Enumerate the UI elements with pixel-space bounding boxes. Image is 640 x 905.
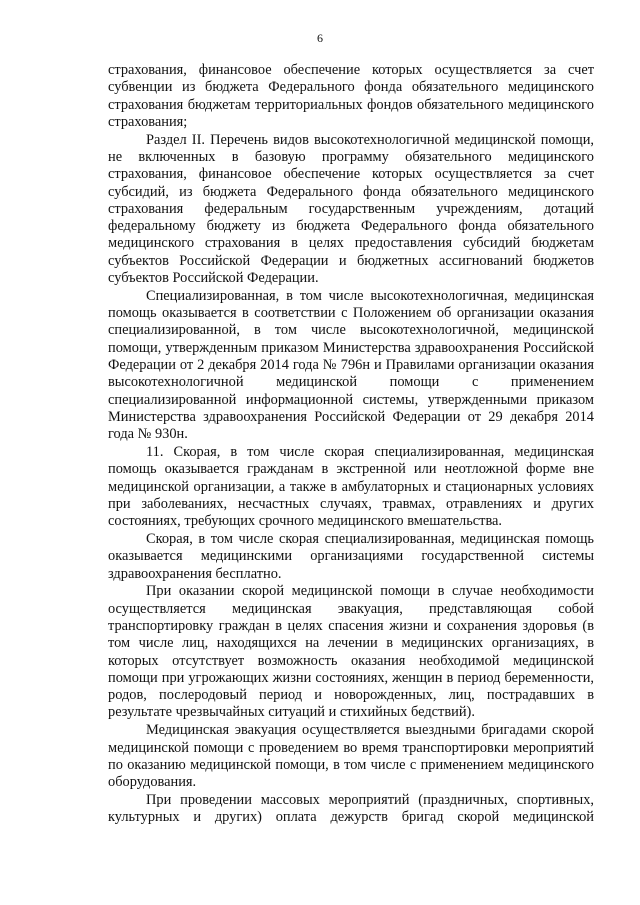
paragraph-evacuation-teams: Медицинская эвакуация осуществляется выездными бригадами скорой медицинской помощи с проведением во время транспортировки мероприятий по оказанию медицинской помощи, в том числе с применением медицинского оборудования. (108, 722, 594, 791)
paragraph-section-two: Раздел II. Перечень видов высокотехнологичной медицинской помощи, не включенных в базовую программу обязательного медицинского страхования, финансовое обеспечение которых осуществляется за счет субсидий, из бюджета Федерального фонда обязательного медицинского страхования федеральным государственным учреждениям, дотаций федеральному бюджету из бюджета Федерального фонда обязательного медицинского страхования в целях предоставления субсидий бюджетам субъектов Российской Федерации и бюджетных ассигнований бюджетов субъектов Российской Федерации. (108, 131, 594, 287)
paragraph-emergency-care: 11. Скорая, в том числе скорая специализированная, медицинская помощь оказывается гражданам в экстренной или неотложной форме вне медицинской организации, а также в амбулаторных и стационарных условиях при заболеваниях, несчастных случаях, травмах, отравлениях и других состояниях, требующих срочного медицинского вмешательства. (108, 444, 594, 530)
paragraph-specialized-care: Специализированная, в том числе высокотехнологичная, медицинская помощь оказывается в соответствии с Положением об организации оказания специализированной, в том числе высокотехнологичной, медицинской помощи, утвержденным приказом Министерства здравоохранения Российской Федерации от 2 декабря 2014 года № 796н и Правилами организации оказания высокотехнологичной медицинской помощи с применением специализированной информационной системы, утвержденными приказом Министерства здравоохранения Российской Федерации от 29 декабря 2014 года № 930н. (108, 287, 594, 443)
paragraph-emergency-free: Скорая, в том числе скорая специализированная, медицинская помощь оказывается медицинскими организациями государственной системы здравоохранения бесплатно. (108, 531, 594, 582)
paragraph-insurance-subvention: страхования, финансовое обеспечение которых осуществляется за счет субвенции из бюджета Федерального фонда обязательного медицинского страхования бюджетам территориальных фондов обязательного медицинского страхования; (108, 62, 594, 130)
page-number: 6 (317, 31, 323, 45)
body-text (108, 62, 594, 827)
paragraph-mass-events: При проведении массовых мероприятий (праздничных, спортивных, культурных и других) оплата дежурств бригад скорой медицинской (108, 791, 594, 826)
paragraph-medical-evacuation: При оказании скорой медицинской помощи в случае необходимости осуществляется медицинская эвакуация, представляющая собой транспортировку граждан в целях спасения жизни и сохранения здоровья (в том числе лиц, находящихся на лечении в медицинских организациях, в которых отсутствует возможность оказания необходимой медицинской помощи при угрожающих жизни состояниях, женщин в период беременности, родов, послеродовый период и новорожденных, лиц, пострадавших в результате чрезвычайных ситуаций и стихийных бедствий). (108, 583, 594, 721)
